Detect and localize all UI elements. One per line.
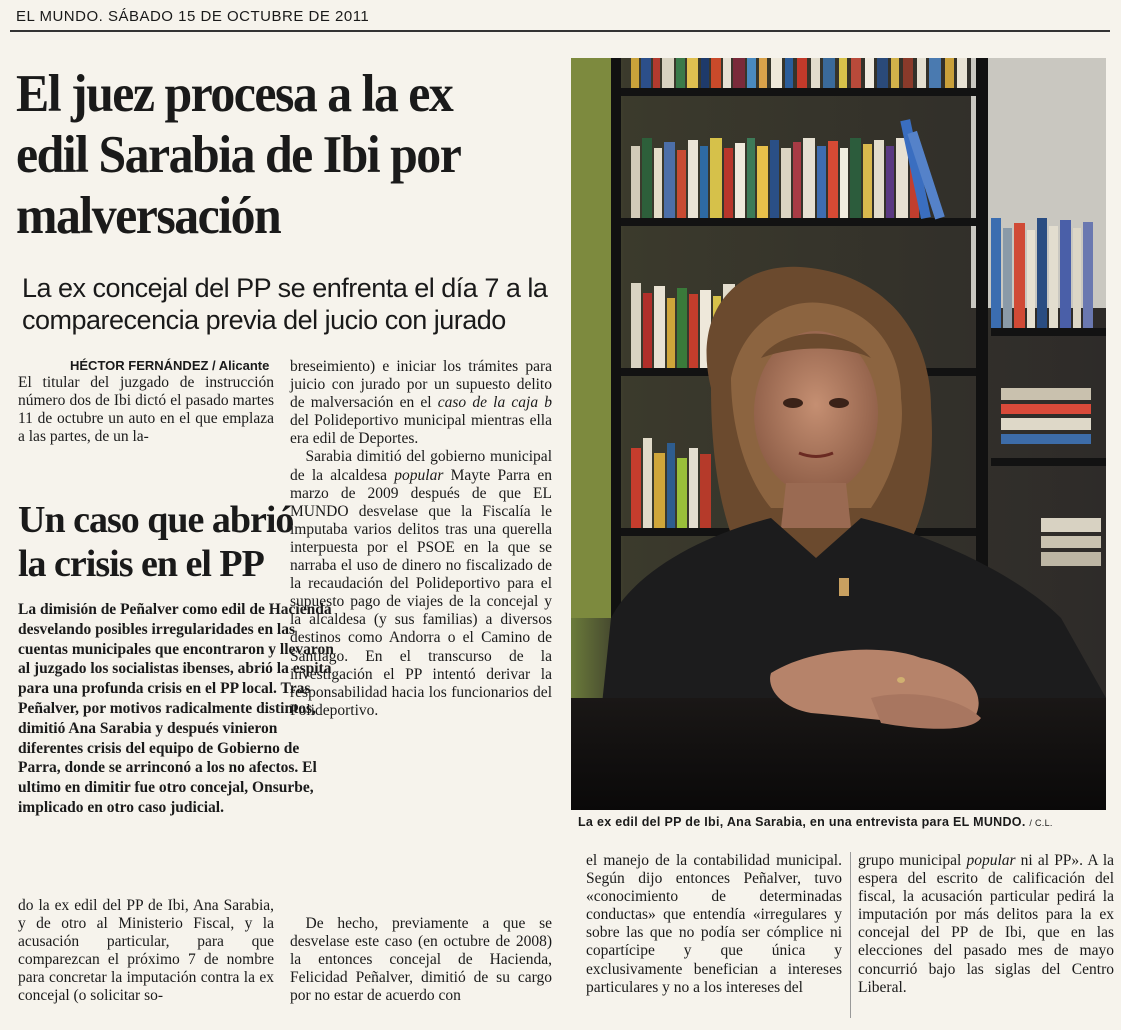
text-run: del Polideportivo municipal mientras ella era edil de Deportes. [290, 412, 552, 448]
newspaper-header: EL MUNDO. SÁBADO 15 DE OCTUBRE DE 2011 [16, 8, 370, 25]
italic-text: popular [966, 852, 1016, 869]
photo-illustration [571, 58, 1106, 810]
caption-text: La ex edil del PP de Ibi, Ana Sarabia, en una entrevista para EL MUNDO. [578, 815, 1026, 829]
article-column-1-top: El titular del juzgado de instrucción número dos de Ibi dictó el pasado martes 11 de octubre un auto en el que emplaza a las partes, de un la- [18, 374, 274, 446]
article-column-3: el manejo de la contabilidad municipal. Según dijo entonces Peñalver, tuvo «conocimiento de determinadas conductas» que entendía «irregulares y sobre las que no podía ser cómplice ni copartícipe y que única y exclusivamente benefician a intereses particulares y no a los intereses del [586, 852, 842, 996]
text-run: Mayte Parra en marzo de 2009 después de que EL MUNDO desvelase que la Fiscalía le imputaba varios delitos tras una querella interpuesta por el PSOE en la que se narraba el uso de dinero no fiscalizado de la recaudación del Polideportivo para el supuesto pago de viajes de la concejal y la alcaldesa (y sus familias) a diversos destinos como Andorra o el Camino de Santiago. En el transcurso de la investigación el PP intentó derivar la responsabilidad hacia los funcionarios del Polideportivo. [290, 466, 553, 719]
article-column-4 [858, 852, 1114, 997]
byline: HÉCTOR FERNÁNDEZ / Alicante [70, 358, 270, 373]
text-run: grupo municipal [858, 852, 962, 869]
text-run: breseimiento) e iniciar los trámites para juicio con jurado por un supuesto delito de malversación en el [290, 358, 552, 412]
photo-caption [578, 815, 1108, 829]
text-run: ni al PP». A la espera del escrito de calificación del fiscal, la acusación particular pedirá la imputación por más delitos para la ex concejal del PP de Ibi, que en las elecciones del pasado mes de mayo concurrió bajo las siglas del Centro Liberal. [858, 852, 1115, 996]
caption-credit: / C.L. [1029, 818, 1053, 828]
subheadline: La ex concejal del PP se enfrenta el día 7 a la comparecencia previa del jucio con jurado [22, 273, 548, 335]
sidebar-title: Un caso que abrió la crisis en el PP [18, 499, 294, 585]
text-run: Sarabia dimitió del gobierno municipal de la alcaldesa [290, 448, 552, 484]
headline: El juez procesa a la ex edil Sarabia de Ibi por malversación [16, 65, 460, 245]
article-column-2-bottom: De hecho, previamente a que se desvelase este caso (en octubre de 2008) la entonces concejal de Hacienda, Felicidad Peñalver, dimitió de su cargo por no estar de acuerdo con [290, 915, 552, 1005]
column-divider [850, 852, 851, 1018]
sidebar-text: La dimisión de Peñalver como edil de Hacienda desvelando posibles irregularidades en las cuentas municipales que encontraron y llevaron al juzgado los socialistas ibenses, abrió la espita para una profunda crisis en el PP local. Tras Peñalver, por motivos radicalmente distintos, dimitió Ana Sarabia y después vinieron diferentes crisis del equipo de Gobierno de Parra, donde se arrinconó a los no afectos. El ultimo en dimitir fue otro concejal, Onsurbe, implicado en otro caso judicial. [18, 601, 334, 816]
italic-text: popular [394, 466, 444, 484]
paragraph [290, 358, 552, 448]
italic-text: caso de la caja b [437, 394, 552, 412]
article-photo [571, 58, 1106, 810]
header-rule [10, 30, 1110, 32]
article-column-1-bottom: do la ex edil del PP de Ibi, Ana Sarabia, y de otro al Ministerio Fiscal, y la acusación particular, para que comparezcan el próximo 7 de nombre para concretar la imputación contra la ex concejal (o solicitar so- [18, 897, 274, 1005]
